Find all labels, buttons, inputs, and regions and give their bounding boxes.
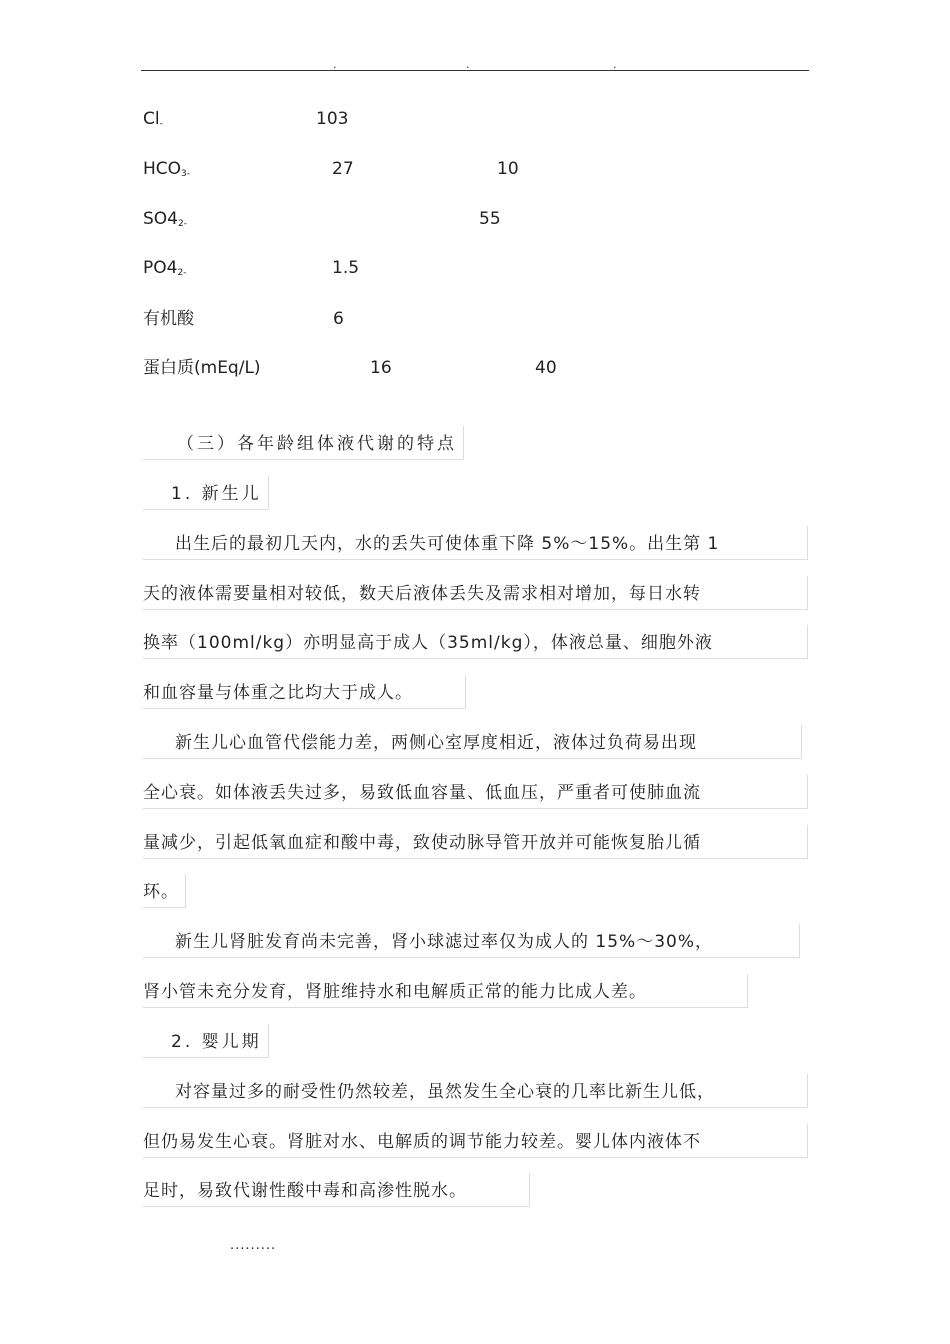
header-dot-1: . [333,58,337,71]
row-label: $SO4_{2-}$ [143,209,187,229]
section-title: （三）各年龄组体液代谢的特点 [143,426,464,460]
table-row [0,207,950,231]
table-row [0,356,950,380]
row-label: 蛋白质(mEq/L) [143,358,261,378]
row-col1: 103 [316,109,349,129]
table-row [0,307,950,331]
footer-dots: ......... [230,1238,277,1253]
row-col2: 10 [497,159,519,179]
row-col2: 40 [535,358,557,378]
header-dot-2: . [466,58,470,71]
table-row [0,107,950,131]
row-col1: 1.5 [332,258,360,278]
para-line: 量减少，引起低氧血症和酸中毒，致使动脉导管开放并可能恢复胎儿循 [143,825,808,859]
row-col1: 27 [332,159,354,179]
table-row [0,157,950,181]
para-line: 和血容量与体重之比均大于成人。 [143,675,466,709]
row-col1: 16 [370,358,392,378]
para-line: 肾小管未充分发育，肾脏维持水和电解质正常的能力比成人差。 [143,974,748,1008]
header-dot-3: . [613,58,617,71]
row-label: $HCO_{3-}$ [143,159,191,179]
row-label: 有机酸 [143,309,194,329]
para-line: 全心衰。如体液丢失过多，易致低血容量、低血压，严重者可使肺血流 [143,775,808,809]
table-row [0,256,950,280]
para-line: 换率（100ml/kg）亦明显高于成人（35ml/kg），体液总量、细胞外液 [143,625,808,659]
para-line: 但仍易发生心衰。肾脏对水、电解质的调节能力较差。婴儿体内液体不 [143,1124,808,1158]
row-label: $PO4_{2-}$ [143,258,187,278]
para-line: 对容量过多的耐受性仍然较差，虽然发生全心衰的几率比新生儿低， [143,1074,808,1108]
row-col1: 6 [333,309,344,329]
para-line: 出生后的最初几天内，水的丢失可使体重下降 5%～15%。出生第 1 [143,526,808,560]
header-rule [141,70,809,71]
subheading-infant: 2. 婴儿期 [143,1024,269,1058]
para-line: 天的液体需要量相对较低，数天后液体丢失及需求相对增加，每日水转 [143,576,808,610]
row-col2: 55 [479,209,501,229]
para-line: 新生儿肾脏发育尚未完善，肾小球滤过率仅为成人的 15%～30%， [143,924,800,958]
row-label: $Cl_-$ [143,109,163,129]
subheading-newborn: 1. 新生儿 [143,476,269,510]
para-line: 环。 [143,874,186,908]
para-line: 足时，易致代谢性酸中毒和高渗性脱水。 [143,1173,530,1207]
para-line: 新生儿心血管代偿能力差，两侧心室厚度相近，液体过负荷易出现 [143,725,802,759]
